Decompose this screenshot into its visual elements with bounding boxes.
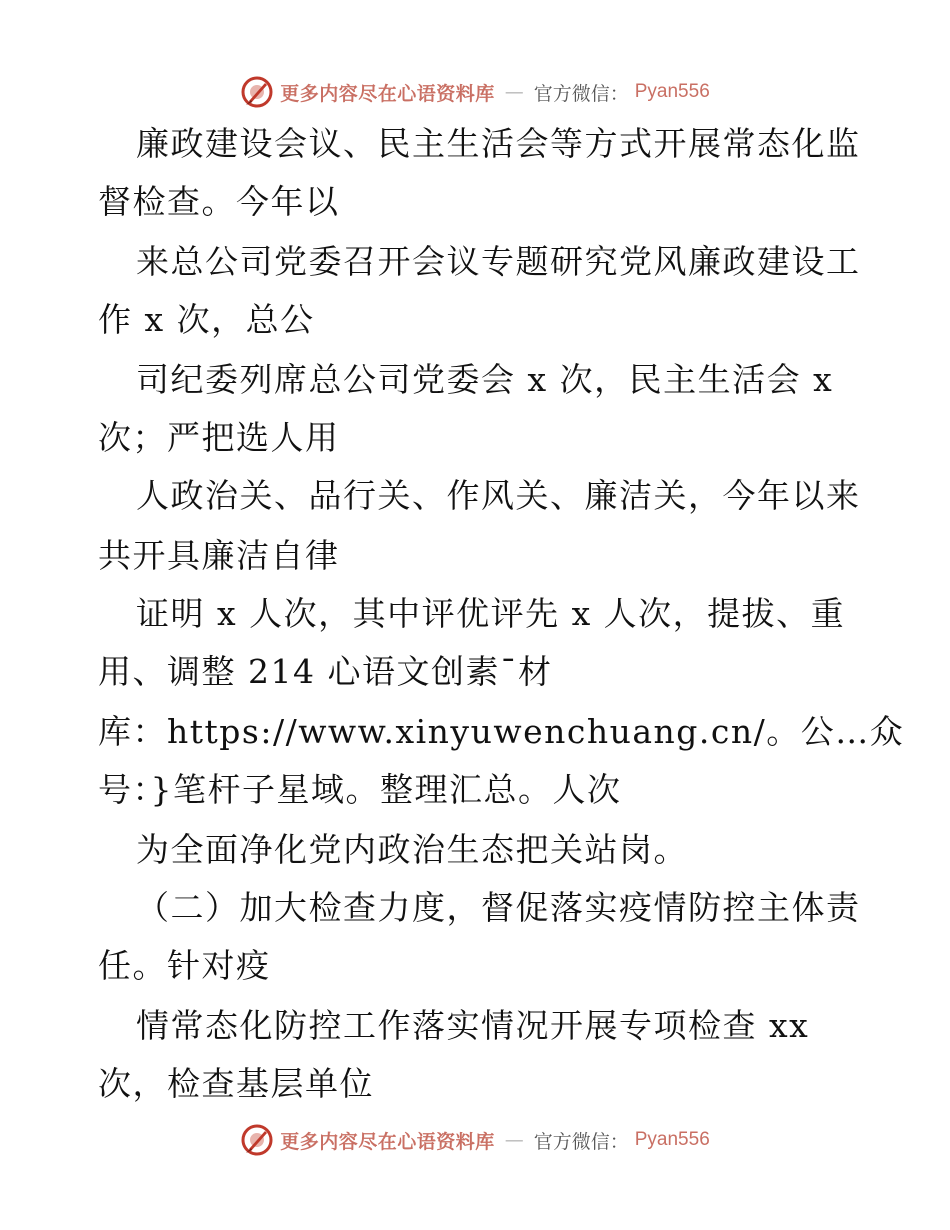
text-line: 次，检查基层单位 — [98, 1064, 374, 1103]
banner-separator: — — [504, 81, 524, 103]
text-line: 情常态化防控工作落实情况开展专项检查 xx — [136, 1006, 810, 1045]
text-line: 用、调整 214 心语文创素¯材 — [98, 652, 553, 691]
text-line: 共开具廉洁自律 — [98, 536, 340, 575]
text-line: （二）加大检查力度，督促落实疫情防控主体责 — [136, 888, 861, 927]
text-line: 廉政建设会议、民主生活会等方式开展常态化监 — [136, 124, 861, 163]
text-line: 号：}笔杆子星域。整理汇总。人次 — [98, 770, 622, 809]
text-line: 司纪委列席总公司党委会 x 次，民主生活会 x — [136, 360, 834, 399]
official-label: 官方微信： — [533, 82, 629, 105]
official-id: Pyan556 — [634, 81, 710, 102]
text-line: 任。针对疫 — [98, 946, 271, 985]
header-banner — [0, 72, 950, 112]
text-line: 库：https://www.xinyuwenchuang.cn/。公…众 — [98, 712, 905, 751]
official-label: 官方微信： — [533, 1130, 629, 1153]
text-line: 来总公司党委召开会议专题研究党风廉政建设工 — [136, 242, 861, 281]
brand-text: 更多内容尽在心语资料库 — [280, 82, 495, 105]
text-line: 次；严把选人用 — [98, 418, 340, 457]
red-quill-logo-icon — [240, 1123, 274, 1157]
text-line: 作 x 次，总公 — [98, 300, 315, 339]
text-line: 证明 x 人次，其中评优评先 x 人次，提拔、重 — [136, 594, 846, 633]
official-id: Pyan556 — [634, 1129, 710, 1150]
text-line: 人政治关、品行关、作风关、廉洁关，今年以来 — [136, 476, 861, 515]
red-quill-logo-icon — [240, 75, 274, 109]
banner-separator: — — [504, 1129, 524, 1151]
footer-banner — [0, 1120, 950, 1160]
text-line: 为全面净化党内政治生态把关站岗。 — [136, 830, 688, 869]
brand-text: 更多内容尽在心语资料库 — [280, 1130, 495, 1153]
text-line: 督检查。今年以 — [98, 182, 340, 221]
